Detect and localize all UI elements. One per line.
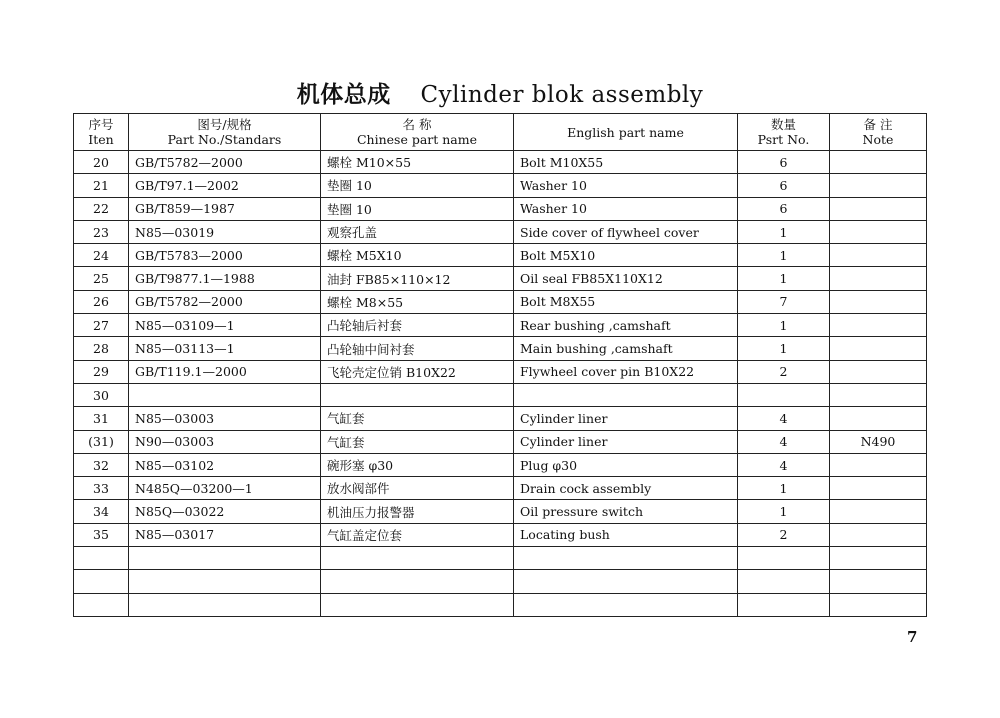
cell-quantity: 6 <box>738 197 830 220</box>
cell-note <box>830 383 927 406</box>
parts-table-body <box>74 151 927 617</box>
cell-note <box>830 477 927 500</box>
header-standard <box>129 114 321 151</box>
cell-quantity: 1 <box>738 220 830 243</box>
cell-item-no: 35 <box>74 523 129 546</box>
header-chinese-name-en: Chinese part name <box>356 132 478 147</box>
cell-item-no <box>74 570 129 593</box>
page-number: 7 <box>907 628 918 646</box>
cell-quantity: 4 <box>738 430 830 453</box>
parts-table <box>73 113 927 617</box>
cell-chinese-name: 碗形塞 φ30 <box>321 453 514 476</box>
cell-note <box>830 290 927 313</box>
cell-note <box>830 197 927 220</box>
cell-item-no: 27 <box>74 314 129 337</box>
table-row <box>74 500 927 523</box>
header-note <box>830 114 927 151</box>
cell-item-no: 22 <box>74 197 129 220</box>
cell-chinese-name: 观察孔盖 <box>321 220 514 243</box>
header-english-name <box>514 114 738 151</box>
cell-chinese-name: 气缸套 <box>321 407 514 430</box>
cell-note <box>830 500 927 523</box>
cell-english-name <box>514 593 738 616</box>
cell-note <box>830 360 927 383</box>
header-note-en: Note <box>862 132 894 147</box>
cell-english-name: Bolt M5X10 <box>514 244 738 267</box>
cell-english-name: Flywheel cover pin B10X22 <box>514 360 738 383</box>
header-standard-en: Part No./Standars <box>167 132 282 147</box>
cell-item-no <box>74 547 129 570</box>
cell-note <box>830 267 927 290</box>
cell-standard: N90—03003 <box>129 430 321 453</box>
cell-english-name <box>514 383 738 406</box>
header-chinese-name-cn: 名 称 <box>402 117 432 132</box>
table-row <box>74 244 927 267</box>
table-row <box>74 360 927 383</box>
cell-standard: GB/T97.1—2002 <box>129 174 321 197</box>
header-quantity-en: Psrt No. <box>757 132 810 147</box>
cell-item-no: 32 <box>74 453 129 476</box>
cell-chinese-name: 放水阀部件 <box>321 477 514 500</box>
cell-chinese-name <box>321 570 514 593</box>
cell-standard: N85—03019 <box>129 220 321 243</box>
cell-standard: N85—03113—1 <box>129 337 321 360</box>
table-row <box>74 407 927 430</box>
table-row <box>74 314 927 337</box>
cell-note <box>830 547 927 570</box>
title-chinese: 机体总成 <box>296 81 391 108</box>
table-row <box>74 337 927 360</box>
cell-english-name: Bolt M10X55 <box>514 151 738 174</box>
cell-item-no: 20 <box>74 151 129 174</box>
cell-quantity <box>738 383 830 406</box>
table-row <box>74 220 927 243</box>
cell-note <box>830 570 927 593</box>
cell-standard: N85—03017 <box>129 523 321 546</box>
cell-english-name: Locating bush <box>514 523 738 546</box>
cell-quantity: 6 <box>738 174 830 197</box>
cell-english-name: Washer 10 <box>514 197 738 220</box>
cell-item-no: 30 <box>74 383 129 406</box>
table-row <box>74 593 927 616</box>
cell-standard: N485Q—03200—1 <box>129 477 321 500</box>
table-row <box>74 523 927 546</box>
cell-english-name: Washer 10 <box>514 174 738 197</box>
cell-quantity: 1 <box>738 337 830 360</box>
cell-chinese-name: 油封 FB85×110×12 <box>321 267 514 290</box>
cell-note <box>830 314 927 337</box>
cell-english-name: Cylinder liner <box>514 407 738 430</box>
cell-english-name: Bolt M8X55 <box>514 290 738 313</box>
cell-chinese-name: 垫圈 10 <box>321 174 514 197</box>
table-row <box>74 430 927 453</box>
cell-chinese-name <box>321 593 514 616</box>
cell-note <box>830 453 927 476</box>
cell-chinese-name: 凸轮轴后衬套 <box>321 314 514 337</box>
cell-chinese-name: 螺栓 M10×55 <box>321 151 514 174</box>
cell-english-name: Plug φ30 <box>514 453 738 476</box>
cell-standard: N85—03003 <box>129 407 321 430</box>
table-row <box>74 453 927 476</box>
cell-standard <box>129 570 321 593</box>
cell-english-name: Drain cock assembly <box>514 477 738 500</box>
cell-chinese-name: 螺栓 M8×55 <box>321 290 514 313</box>
cell-standard <box>129 593 321 616</box>
table-row <box>74 477 927 500</box>
cell-quantity <box>738 593 830 616</box>
cell-standard: GB/T859—1987 <box>129 197 321 220</box>
cell-english-name: Rear bushing ,camshaft <box>514 314 738 337</box>
table-row <box>74 570 927 593</box>
table-row <box>74 290 927 313</box>
cell-chinese-name: 凸轮轴中间衬套 <box>321 337 514 360</box>
cell-quantity: 1 <box>738 500 830 523</box>
cell-quantity: 4 <box>738 407 830 430</box>
table-row <box>74 197 927 220</box>
table-row <box>74 547 927 570</box>
cell-item-no: 33 <box>74 477 129 500</box>
cell-english-name: Oil pressure switch <box>514 500 738 523</box>
cell-standard: GB/T9877.1—1988 <box>129 267 321 290</box>
cell-note <box>830 337 927 360</box>
cell-quantity: 1 <box>738 477 830 500</box>
cell-english-name: Main bushing ,camshaft <box>514 337 738 360</box>
cell-standard <box>129 547 321 570</box>
header-item-no <box>74 114 129 151</box>
cell-item-no: 28 <box>74 337 129 360</box>
cell-quantity: 6 <box>738 151 830 174</box>
cell-standard: N85Q—03022 <box>129 500 321 523</box>
header-item-no-en: Iten <box>88 132 114 147</box>
cell-item-no: (31) <box>74 430 129 453</box>
cell-quantity <box>738 547 830 570</box>
cell-chinese-name: 垫圈 10 <box>321 197 514 220</box>
cell-english-name <box>514 547 738 570</box>
cell-note <box>830 151 927 174</box>
cell-english-name: Cylinder liner <box>514 430 738 453</box>
cell-standard: GB/T119.1—2000 <box>129 360 321 383</box>
cell-chinese-name: 气缸套 <box>321 430 514 453</box>
header-english-name-en: English part name <box>567 124 684 140</box>
cell-quantity: 1 <box>738 267 830 290</box>
cell-quantity: 1 <box>738 244 830 267</box>
cell-item-no: 24 <box>74 244 129 267</box>
cell-note <box>830 593 927 616</box>
cell-note: N490 <box>830 430 927 453</box>
cell-quantity: 2 <box>738 523 830 546</box>
cell-chinese-name: 飞轮壳定位销 B10X22 <box>321 360 514 383</box>
cell-note <box>830 244 927 267</box>
cell-chinese-name: 螺栓 M5X10 <box>321 244 514 267</box>
cell-item-no: 21 <box>74 174 129 197</box>
cell-note <box>830 220 927 243</box>
cell-chinese-name <box>321 547 514 570</box>
cell-standard: GB/T5782—2000 <box>129 151 321 174</box>
cell-note <box>830 407 927 430</box>
cell-quantity: 7 <box>738 290 830 313</box>
cell-item-no: 31 <box>74 407 129 430</box>
header-quantity <box>738 114 830 151</box>
cell-note <box>830 523 927 546</box>
cell-standard: N85—03102 <box>129 453 321 476</box>
cell-standard <box>129 383 321 406</box>
title-english: Cylinder blok assembly <box>420 82 704 108</box>
cell-item-no: 25 <box>74 267 129 290</box>
cell-english-name: Oil seal FB85X110X12 <box>514 267 738 290</box>
header-item-no-cn: 序号 <box>88 117 114 132</box>
table-header-row <box>74 114 927 151</box>
table-row <box>74 151 927 174</box>
cell-english-name: Side cover of flywheel cover <box>514 220 738 243</box>
cell-note <box>830 174 927 197</box>
cell-quantity: 1 <box>738 314 830 337</box>
cell-chinese-name: 机油压力报警器 <box>321 500 514 523</box>
header-standard-cn: 图号/规格 <box>197 117 252 132</box>
header-quantity-cn: 数量 <box>770 117 796 132</box>
table-row <box>74 267 927 290</box>
cell-item-no: 34 <box>74 500 129 523</box>
table-row <box>74 174 927 197</box>
header-note-cn: 备 注 <box>863 117 893 132</box>
page-title <box>0 76 1000 109</box>
cell-item-no: 26 <box>74 290 129 313</box>
cell-chinese-name <box>321 383 514 406</box>
cell-standard: GB/T5783—2000 <box>129 244 321 267</box>
cell-quantity: 2 <box>738 360 830 383</box>
cell-quantity <box>738 570 830 593</box>
cell-item-no: 23 <box>74 220 129 243</box>
cell-standard: N85—03109—1 <box>129 314 321 337</box>
table-row <box>74 383 927 406</box>
header-chinese-name <box>321 114 514 151</box>
cell-chinese-name: 气缸盖定位套 <box>321 523 514 546</box>
cell-item-no: 29 <box>74 360 129 383</box>
cell-standard: GB/T5782—2000 <box>129 290 321 313</box>
cell-quantity: 4 <box>738 453 830 476</box>
cell-english-name <box>514 570 738 593</box>
cell-item-no <box>74 593 129 616</box>
